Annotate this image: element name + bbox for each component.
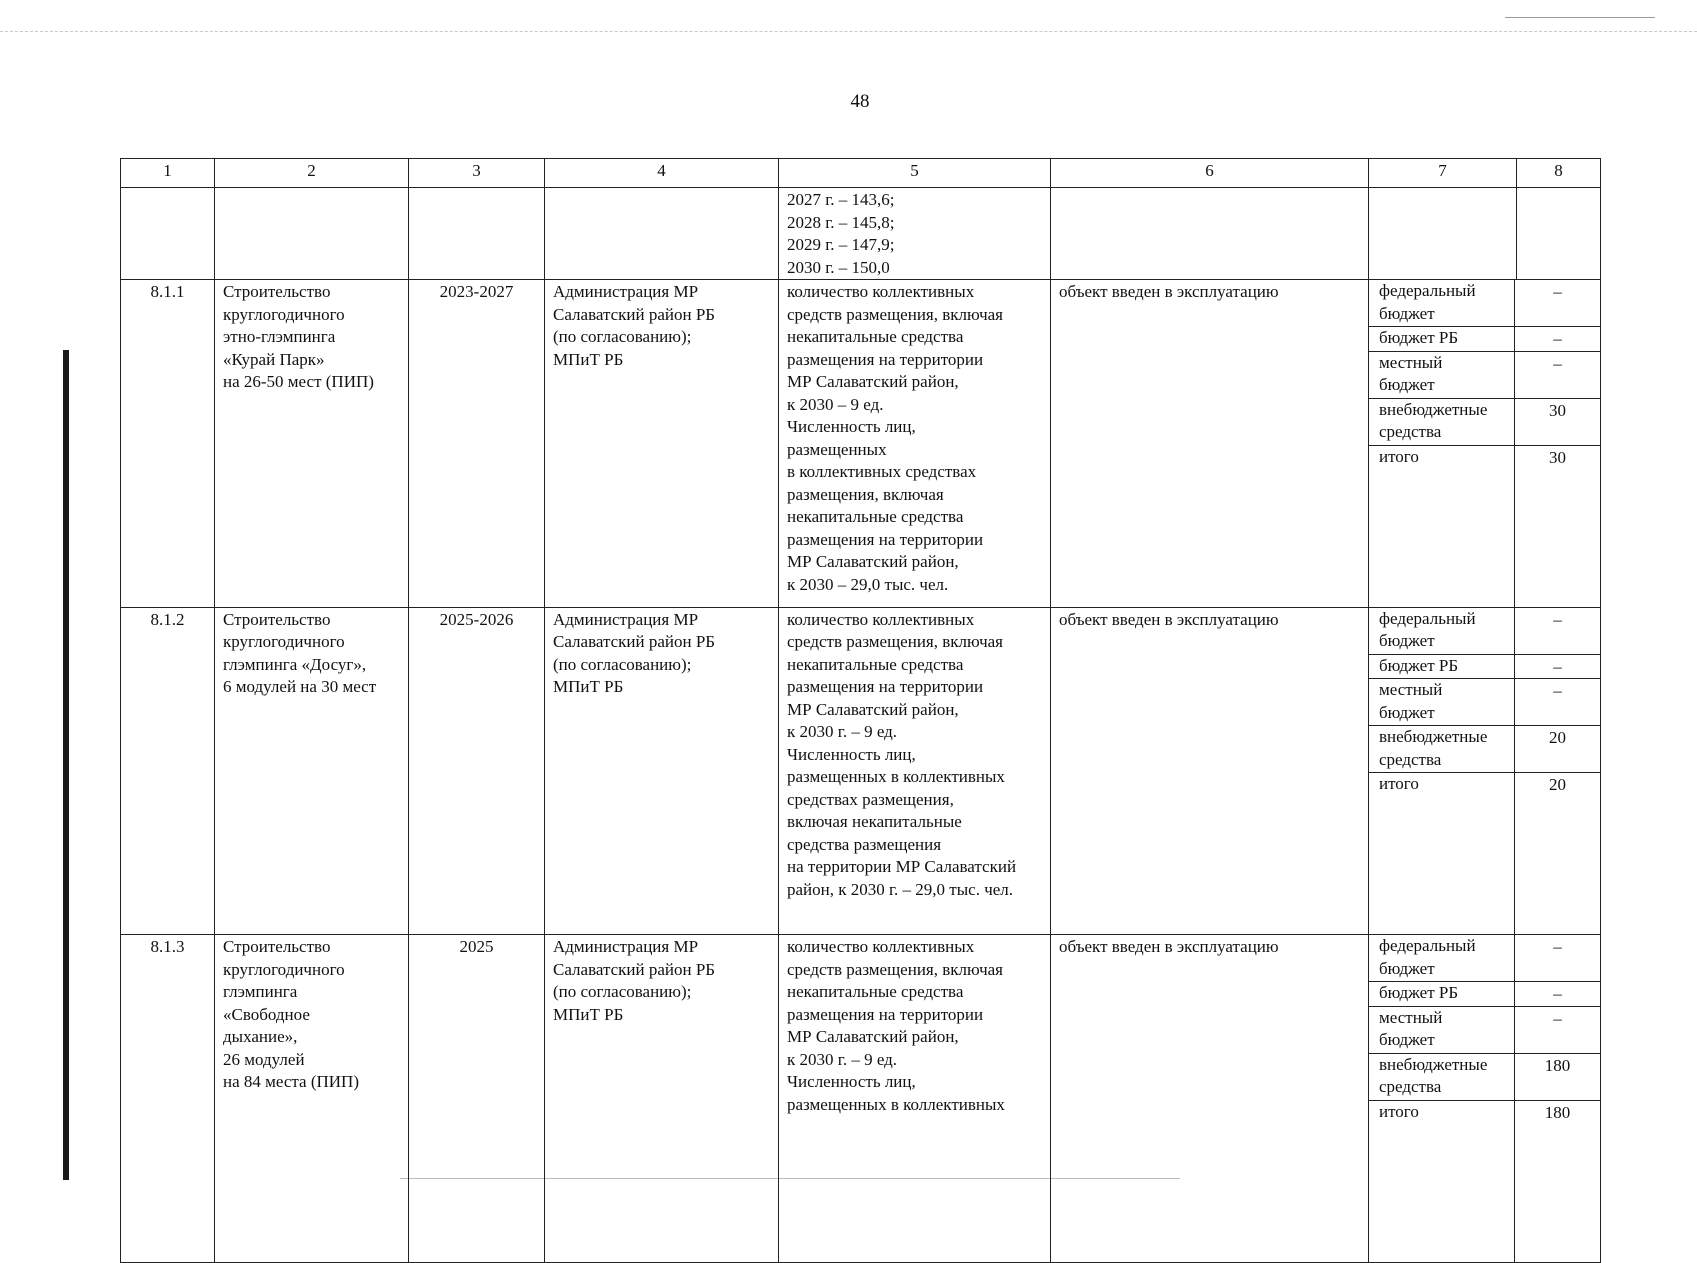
financing-source bbox=[1369, 773, 1515, 934]
financing-source-line: бюджет РБ bbox=[1379, 983, 1459, 1002]
financing-value: – bbox=[1515, 280, 1600, 327]
indicator-line: Численность лиц, bbox=[787, 744, 916, 764]
indicator-line: МР Салаватский район, bbox=[787, 372, 959, 391]
measure-name-line: 6 модулей на 30 мест bbox=[223, 677, 377, 696]
financing-source bbox=[1369, 679, 1515, 726]
program-table bbox=[120, 158, 1601, 1263]
scan-artifact-top-right-line bbox=[1505, 17, 1655, 18]
indicator-line: размещения, включая bbox=[787, 484, 944, 504]
financing-source-line: бюджет bbox=[1379, 375, 1435, 394]
executor-line: (по согласованию); bbox=[553, 327, 692, 346]
financing-source-line: бюджет РБ bbox=[1379, 328, 1459, 347]
financing-value: 30 bbox=[1549, 447, 1566, 467]
indicator bbox=[779, 280, 1051, 608]
measure-name-line: глэмпинга «Досуг», bbox=[223, 654, 367, 674]
financing-value: 20 bbox=[1549, 775, 1566, 794]
measure-name bbox=[215, 280, 409, 608]
header-cell-7: 7 bbox=[1369, 159, 1517, 188]
indicator-line: количество коллективных bbox=[787, 609, 975, 629]
header-cell-6: 6 bbox=[1051, 159, 1369, 188]
financing-value: 180 bbox=[1515, 1054, 1600, 1101]
indicator-line: 2028 г. – 145,8; bbox=[787, 212, 895, 232]
financing-source bbox=[1369, 1101, 1515, 1262]
indicator-line: размещения на территории bbox=[787, 529, 984, 549]
financing-source-line: внебюджетные bbox=[1379, 399, 1488, 419]
measure-name bbox=[215, 935, 409, 1263]
indicator-line: средствах размещения, bbox=[787, 789, 954, 809]
indicator-line: некапитальные средства bbox=[787, 327, 964, 346]
financing-value: – bbox=[1515, 608, 1600, 655]
financing-source-line: итого bbox=[1379, 1101, 1419, 1121]
financing-source-line: федеральный bbox=[1379, 281, 1476, 300]
executor bbox=[545, 935, 779, 1263]
indicator-line: к 2030 – 9 ед. bbox=[787, 394, 884, 414]
indicator-line: некапитальные средства bbox=[787, 507, 964, 526]
financing-source bbox=[1369, 1054, 1515, 1101]
financing-source bbox=[1369, 982, 1515, 1007]
financing-value: – bbox=[1515, 352, 1600, 399]
financing-source-line: федеральный bbox=[1379, 936, 1476, 955]
financing-source-line: итого bbox=[1379, 774, 1419, 793]
financing-source bbox=[1369, 608, 1515, 655]
financing-value: – bbox=[1515, 1007, 1600, 1054]
financing-source bbox=[1369, 935, 1515, 982]
financing-source bbox=[1369, 726, 1515, 773]
measure-name-line: на 84 места (ПИП) bbox=[223, 1072, 359, 1091]
table-row bbox=[121, 280, 1601, 608]
indicator bbox=[779, 935, 1051, 1263]
indicator-line: Численность лиц, bbox=[787, 1072, 916, 1091]
executor-line: (по согласованию); bbox=[553, 654, 692, 674]
financing-source bbox=[1369, 1007, 1515, 1054]
header-cell-3: 3 bbox=[409, 159, 545, 188]
indicator-line: район, к 2030 г. – 29,0 тыс. чел. bbox=[787, 879, 1014, 899]
financing-cell bbox=[1369, 935, 1601, 1263]
financing-source-line: бюджет bbox=[1379, 1030, 1435, 1049]
header-cell-2: 2 bbox=[215, 159, 409, 188]
measure-name bbox=[215, 607, 409, 935]
financing-source-line: итого bbox=[1379, 446, 1419, 466]
executor-line: (по согласованию); bbox=[553, 982, 692, 1001]
indicator-line: 2030 г. – 150,0 bbox=[787, 257, 890, 277]
measure-name-line: глэмпинга bbox=[223, 982, 298, 1001]
executor-line: Администрация МР bbox=[553, 937, 699, 956]
indicator-line: некапитальные средства bbox=[787, 982, 964, 1001]
indicator-line: МР Салаватский район, bbox=[787, 552, 959, 571]
header-cell-4: 4 bbox=[545, 159, 779, 188]
row-number: 8.1.3 bbox=[121, 935, 215, 1263]
executor-line: Администрация МР bbox=[553, 609, 699, 629]
indicator-line: некапитальные средства bbox=[787, 654, 964, 674]
executor-line: МПиТ РБ bbox=[553, 1004, 624, 1024]
header-cell-8: 8 bbox=[1517, 159, 1601, 188]
financing-source-line: средства bbox=[1379, 422, 1442, 441]
indicator-line: размещения на территории bbox=[787, 349, 984, 369]
financing-value: 180 bbox=[1544, 1102, 1571, 1122]
executor-line: Администрация МР bbox=[553, 282, 699, 301]
financing-value: – bbox=[1515, 935, 1600, 982]
financing-source-line: федеральный bbox=[1379, 608, 1476, 628]
executor bbox=[545, 280, 779, 608]
financing-source bbox=[1369, 352, 1515, 399]
financing-cell bbox=[1369, 607, 1601, 935]
measure-name-line: круглогодичного bbox=[223, 959, 345, 979]
indicator-line: к 2030 – 29,0 тыс. чел. bbox=[787, 574, 949, 594]
table-row bbox=[121, 935, 1601, 1263]
financing-source bbox=[1369, 327, 1515, 352]
header-row bbox=[121, 159, 1601, 188]
financing-source bbox=[1369, 446, 1515, 607]
executor-line: Салаватский район РБ bbox=[553, 959, 716, 979]
financing-value: – bbox=[1515, 655, 1600, 680]
indicator-line: количество коллективных bbox=[787, 937, 975, 956]
scan-artifact-top-line bbox=[0, 31, 1697, 32]
financing-source bbox=[1369, 655, 1515, 680]
financing-value: – bbox=[1515, 982, 1600, 1007]
indicator-line: размещения на территории bbox=[787, 677, 984, 696]
result: объект введен в эксплуатацию bbox=[1051, 280, 1369, 608]
row-period: 2025 bbox=[409, 935, 545, 1263]
measure-name-line: Строительство bbox=[223, 609, 331, 629]
indicator-line: средства размещения bbox=[787, 834, 942, 854]
header-cell-5: 5 bbox=[779, 159, 1051, 188]
financing-source-line: бюджет bbox=[1379, 702, 1435, 722]
financing-grid bbox=[1369, 280, 1600, 607]
financing-source-line: бюджет bbox=[1379, 958, 1435, 978]
financing-source-line: местный bbox=[1379, 1007, 1443, 1027]
financing-source-line: средства bbox=[1379, 749, 1442, 769]
indicator-line: 2029 г. – 147,9; bbox=[787, 235, 895, 254]
indicator-line: размещенных в коллективных bbox=[787, 1094, 1005, 1114]
executor-line: МПиТ РБ bbox=[553, 677, 624, 696]
row-period: 2025-2026 bbox=[409, 607, 545, 935]
indicator-line: МР Салаватский район, bbox=[787, 699, 959, 719]
measure-name-line: круглогодичного bbox=[223, 304, 345, 324]
measure-name-line: Строительство bbox=[223, 937, 331, 956]
executor-line: Салаватский район РБ bbox=[553, 632, 716, 651]
indicator-line: включая некапитальные bbox=[787, 812, 962, 831]
indicator-line: размещения на территории bbox=[787, 1004, 984, 1024]
indicator-line: МР Салаватский район, bbox=[787, 1027, 959, 1046]
indicator-line: размещенных bbox=[787, 439, 887, 459]
measure-name-line: «Свободное bbox=[223, 1004, 310, 1024]
financing-value: 20 bbox=[1515, 726, 1600, 773]
measure-name-line: круглогодичного bbox=[223, 632, 345, 651]
indicator-line: в коллективных средствах bbox=[787, 462, 977, 481]
financing-value: – bbox=[1515, 679, 1600, 726]
financing-source-line: местный bbox=[1379, 352, 1443, 372]
page-number: 48 bbox=[850, 91, 870, 112]
indicator-line: средств размещения, включая bbox=[787, 304, 1003, 324]
financing-source-line: бюджет bbox=[1379, 303, 1435, 323]
financing-source-line: бюджет РБ bbox=[1379, 655, 1459, 675]
result: объект введен в эксплуатацию bbox=[1051, 607, 1369, 935]
financing-source-line: внебюджетные bbox=[1379, 727, 1488, 746]
indicator-line: к 2030 г. – 9 ед. bbox=[787, 1049, 898, 1069]
result: объект введен в эксплуатацию bbox=[1051, 935, 1369, 1263]
continuation-indicator-cell bbox=[779, 188, 1051, 280]
financing-cell bbox=[1369, 280, 1601, 608]
row-period: 2023-2027 bbox=[409, 280, 545, 608]
continuation-row bbox=[121, 188, 1601, 280]
measure-name-line: этно-глэмпинга bbox=[223, 327, 336, 346]
indicator-line: на территории МР Салаватский bbox=[787, 857, 1017, 876]
measure-name-line: 26 модулей bbox=[223, 1049, 305, 1069]
measure-name-line: «Курай Парк» bbox=[223, 349, 325, 369]
financing-source-line: бюджет bbox=[1379, 631, 1435, 650]
measure-name-line: дыхание», bbox=[223, 1027, 298, 1046]
financing-grid bbox=[1369, 935, 1600, 1262]
table-row bbox=[121, 607, 1601, 935]
measure-name-line: на 26-50 мест (ПИП) bbox=[223, 372, 374, 391]
row-number: 8.1.2 bbox=[121, 607, 215, 935]
row-number: 8.1.1 bbox=[121, 280, 215, 608]
executor-line: Салаватский район РБ bbox=[553, 304, 716, 324]
financing-grid bbox=[1369, 608, 1600, 935]
executor-line: МПиТ РБ bbox=[553, 349, 624, 369]
financing-source-line: средства bbox=[1379, 1077, 1442, 1096]
indicator-line: средств размещения, включая bbox=[787, 959, 1003, 979]
executor bbox=[545, 607, 779, 935]
header-cell-1: 1 bbox=[121, 159, 215, 188]
indicator-line: количество коллективных bbox=[787, 282, 975, 301]
indicator-line: к 2030 г. – 9 ед. bbox=[787, 722, 898, 741]
scan-artifact-left-edge bbox=[63, 350, 69, 1180]
financing-source-line: местный bbox=[1379, 680, 1443, 699]
financing-source bbox=[1369, 399, 1515, 446]
financing-source-line: внебюджетные bbox=[1379, 1054, 1488, 1074]
financing-source bbox=[1369, 280, 1515, 327]
financing-value: 30 bbox=[1515, 399, 1600, 446]
financing-value: – bbox=[1515, 327, 1600, 352]
measure-name-line: Строительство bbox=[223, 282, 331, 301]
indicator-line: размещенных в коллективных bbox=[787, 767, 1005, 786]
indicator-line: 2027 г. – 143,6; bbox=[787, 190, 895, 209]
indicator bbox=[779, 607, 1051, 935]
indicator-line: Численность лиц, bbox=[787, 417, 916, 436]
indicator-line: средств размещения, включая bbox=[787, 632, 1003, 651]
